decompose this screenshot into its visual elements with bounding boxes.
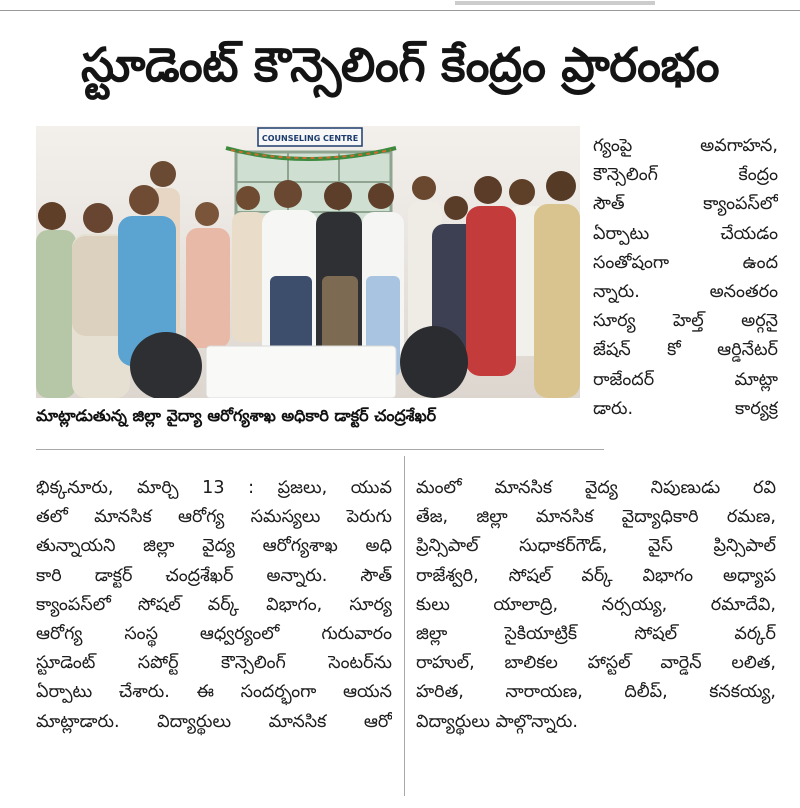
top-rule-accent bbox=[455, 1, 655, 5]
text-line: రాహుల్, బాలికల హాస్టల్ వార్డెన్ లలిత, bbox=[416, 653, 776, 674]
article-column-left bbox=[36, 474, 392, 737]
headline: స్టూడెంట్ కౌన్సెలింగ్ కేంద్రం ప్రారంభం bbox=[80, 38, 720, 93]
text-line: విద్యార్థులు పాల్గొన్నారు. bbox=[416, 711, 578, 732]
text-line: న్నారు. అనంతరం bbox=[593, 281, 778, 302]
text-line: హరిత, నారాయణ, దిలీప్, కనకయ్య, bbox=[416, 682, 776, 703]
text-line: సౌత్ క్యాంపస్‌లో bbox=[593, 194, 778, 215]
text-line: భిక్కనూరు, మార్చి 13 : ప్రజలు, యువ bbox=[36, 478, 392, 498]
text-line: క్యాంపస్‌లో సోషల్ వర్క్ విభాగం, సూర్య bbox=[36, 594, 392, 615]
text-line: కారి డాక్టర్ చంద్రశేఖర్ అన్నారు. సౌత్ bbox=[36, 565, 392, 586]
text-line: జిల్లా సైకియాట్రిక్ సోషల్ వర్కర్ bbox=[416, 623, 776, 644]
text-line: డారు. కార్యక్ర bbox=[593, 398, 778, 419]
text-line: తున్నాయని జిల్లా వైద్య ఆరోగ్యశాఖ అధి bbox=[36, 536, 392, 557]
text-line: సంతోషంగా ఉంద bbox=[593, 252, 778, 273]
text-line: రాజేందర్ మాట్లా bbox=[593, 369, 778, 390]
caption-divider bbox=[36, 449, 604, 450]
text-line: రాజేశ్వరి, సోషల్ వర్క్ విభాగం అధ్యాప bbox=[416, 565, 776, 586]
photo-caption: మాట్లాడుతున్న జిల్లా వైద్యా ఆరోగ్యశాఖ అధికారి డాక్టర్ చంద్రశేఖర్ bbox=[36, 406, 437, 425]
text-line: మంలో మానసిక వైద్య నిపుణుడు రవి bbox=[416, 478, 776, 498]
text-line: కౌన్సెలింగ్ కేంద్రం bbox=[593, 165, 778, 186]
text-line: సూర్య హెల్త్ అర్గనై bbox=[593, 311, 778, 332]
top-rule bbox=[0, 10, 800, 11]
text-line: కులు యాలాద్రి, నర్సయ్య, రమాదేవి, bbox=[416, 594, 776, 615]
news-photo bbox=[36, 126, 580, 398]
text-line: ఆరోగ్య సంస్థ ఆధ్వర్యంలో గురువారం bbox=[36, 623, 392, 644]
article-column-middle bbox=[416, 474, 776, 737]
text-line: ఏర్పాటు చేయడం bbox=[593, 223, 778, 244]
text-line: ఏర్పాటు చేశారు. ఈ సందర్భంగా ఆయన bbox=[36, 682, 392, 703]
text-line: మాట్లాడారు. విద్యార్థులు మానసిక ఆరో bbox=[36, 711, 392, 732]
article-column-right bbox=[593, 132, 778, 424]
text-line: ప్రిన్సిపాల్ సుధాకర్‌గౌడ్, వైస్ ప్రిన్సిపాల్ bbox=[416, 536, 776, 557]
text-line: తేజ, జిల్లా మానసిక వైద్యాధికారి రమణ, bbox=[416, 507, 776, 528]
text-line: తలో మానసిక ఆరోగ్య సమస్యలు పెరుగు bbox=[36, 507, 392, 528]
text-line: స్టూడెంట్ సపోర్ట్ కౌన్సెలింగ్ సెంటర్‌ను bbox=[36, 653, 392, 674]
counseling-sign: COUNSELING CENTRE bbox=[261, 134, 359, 143]
column-divider bbox=[404, 456, 405, 796]
text-line: జేషన్ కో ఆర్డినేటర్ bbox=[593, 340, 778, 361]
text-line: గ్యంపై అవగాహన, bbox=[593, 136, 778, 156]
